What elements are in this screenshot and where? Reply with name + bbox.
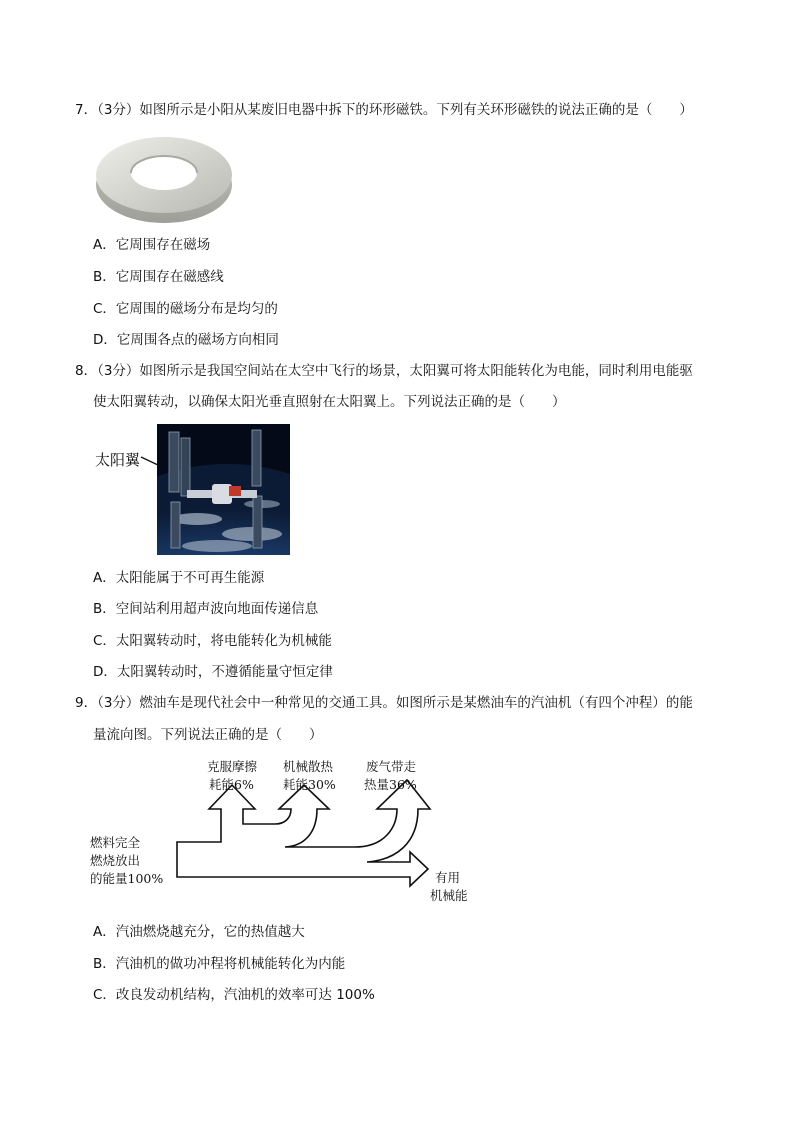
q8-stem-line1: 8．（3分）如图所示是我国空间站在太空中飞行的场景，太阳翼可将太阳能转化为电能，同时利用电能驱 [75, 363, 693, 379]
q8-option-b: B．空间站利用超声波向地面传递信息 [93, 601, 319, 617]
friction-loss-label [207, 759, 258, 792]
q9-option-a: A．汽油燃烧越充分，它的热值越大 [93, 924, 305, 940]
q8-stem-line2: 使太阳翼转动，以确保太阳光垂直照射在太阳翼上。下列说法正确的是（ ） [93, 394, 566, 410]
q9-stem-line1: 9．（3分）燃油车是现代社会中一种常见的交通工具。如图所示是某燃油车的汽油机（有四个冲程）的能 [75, 695, 693, 711]
energy-flow-arrows [177, 780, 430, 886]
input-label-line3: 的能量100% [90, 871, 164, 886]
q7-option-d: D．它周围各点的磁场方向相同 [93, 332, 279, 348]
space-station-image [157, 424, 290, 555]
q8-option-c: C．太阳翼转动时，将电能转化为机械能 [93, 633, 332, 649]
q8-option-d: D．太阳翼转动时，不遵循能量守恒定律 [93, 664, 333, 680]
input-label-line1: 燃料完全 [90, 835, 141, 850]
heat-dissipation-loss-label [283, 759, 336, 792]
heat-loss-line2: 耗能30% [283, 777, 336, 792]
input-label-line2: 燃烧放出 [90, 853, 141, 868]
useful-energy-line1: 有用 [435, 870, 461, 885]
input-energy-label [90, 835, 163, 886]
useful-energy-line2: 机械能 [430, 888, 468, 903]
ring-magnet-image [93, 133, 236, 227]
friction-loss-line1: 克服摩擦 [207, 759, 258, 774]
exhaust-loss-line1: 废气带走 [366, 759, 417, 774]
exhaust-loss-line2: 热量36% [364, 777, 417, 792]
heat-loss-line1: 机械散热 [283, 759, 334, 774]
q9-stem-line2: 量流向图。下列说法正确的是（ ） [93, 727, 323, 743]
q7-option-a: A．它周围存在磁场 [93, 237, 211, 253]
solar-wing-label: 太阳翼 [95, 451, 141, 469]
q9-option-b: B．汽油机的做功冲程将机械能转化为内能 [93, 956, 346, 972]
exhaust-loss-label [364, 759, 417, 792]
q8-option-a: A．太阳能属于不可再生能源 [93, 570, 265, 586]
q7-stem: 7．（3分）如图所示是小阳从某废旧电器中拆下的环形磁铁。下列有关环形磁铁的说法正确的是（ ） [75, 102, 693, 118]
q7-option-b: B．它周围存在磁感线 [93, 269, 224, 285]
q7-option-c: C．它周围的磁场分布是均匀的 [93, 301, 278, 317]
useful-energy-label [430, 870, 468, 903]
q9-option-c: C．改良发动机结构，汽油机的效率可达 100% [93, 987, 375, 1003]
energy-flow-diagram [85, 752, 480, 912]
friction-loss-line2: 耗能6% [209, 777, 254, 792]
